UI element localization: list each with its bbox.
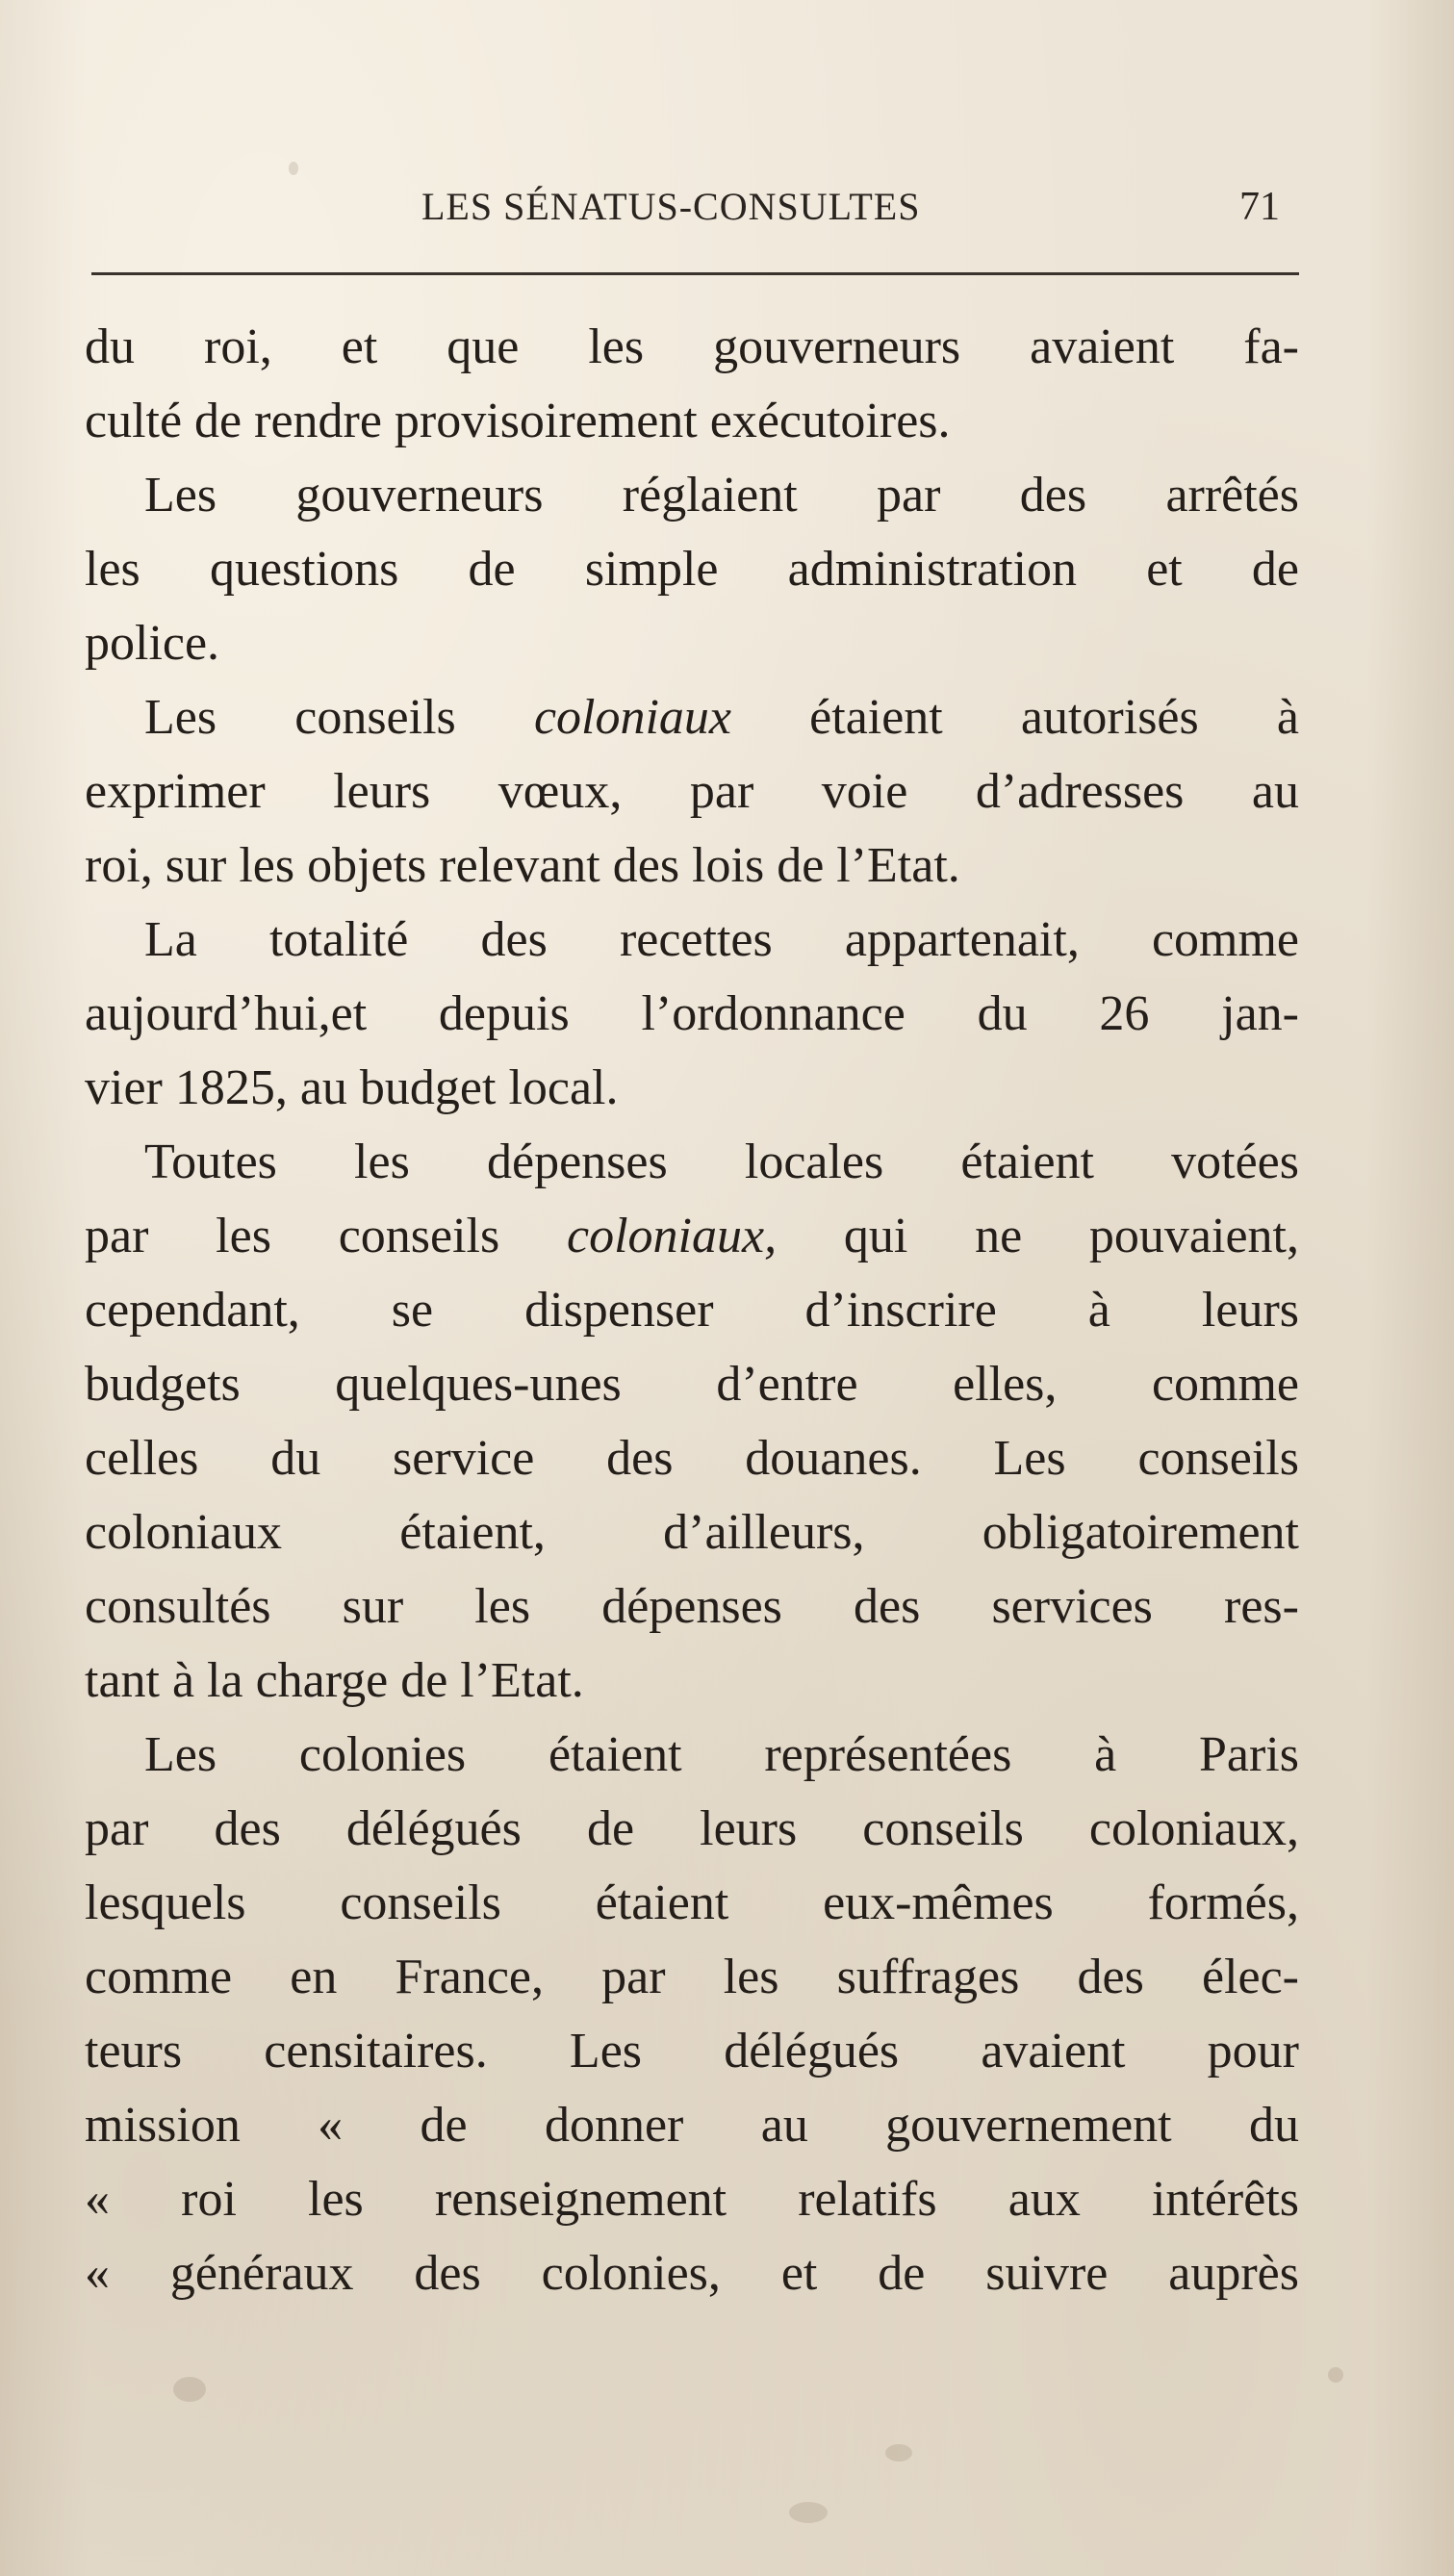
text-run: par les conseils bbox=[85, 1209, 568, 1263]
text-line: « généraux des colonies, et de suivre auprès bbox=[85, 2246, 1299, 2301]
text-line: consultés sur les dépenses des services res- bbox=[85, 1579, 1299, 1634]
paper-speck bbox=[173, 2377, 206, 2402]
text-line: comme en France, par les suffrages des élec- bbox=[85, 1950, 1299, 2004]
text-line: celles du service des douanes. Les conseils bbox=[85, 1431, 1299, 1486]
paper-speck bbox=[789, 2502, 828, 2523]
text-line: aujourd’hui,et depuis l’ordonnance du 26 jan- bbox=[85, 986, 1299, 1041]
italic-word: coloniaux, bbox=[567, 1209, 778, 1263]
text-line: coloniaux étaient, d’ailleurs, obligatoirement bbox=[85, 1505, 1299, 1560]
paper-speck bbox=[289, 162, 298, 175]
page-header bbox=[85, 178, 1299, 236]
header-rule bbox=[91, 272, 1299, 275]
italic-word: coloniaux bbox=[533, 690, 731, 745]
text-line: cependant, se dispenser d’inscrire à leurs bbox=[85, 1283, 1299, 1338]
text-run: qui ne pouvaient, bbox=[777, 1209, 1299, 1263]
text-line bbox=[85, 680, 1299, 754]
paper-speck bbox=[1328, 2367, 1343, 2383]
text-line bbox=[85, 1199, 1299, 1273]
text-line: lesquels conseils étaient eux-mêmes formés, bbox=[85, 1875, 1299, 1930]
text-line: exprimer leurs vœux, par voie d’adresses au bbox=[85, 764, 1299, 819]
text-line: budgets quelques-unes d’entre elles, comme bbox=[85, 1357, 1299, 1412]
running-head: LES SÉNATUS-CONSULTES bbox=[421, 185, 921, 228]
text-run: étaient autorisés à bbox=[731, 690, 1299, 745]
text-line: les questions de simple administration et de bbox=[85, 542, 1299, 597]
text-line: « roi les renseignement relatifs aux intérêts bbox=[85, 2172, 1299, 2227]
paper-speck bbox=[885, 2444, 912, 2461]
text-line: par des délégués de leurs conseils coloniaux, bbox=[85, 1801, 1299, 1856]
text-line: culté de rendre provisoirement exécutoires. bbox=[85, 394, 951, 448]
text-line: La totalité des recettes appartenait, comme bbox=[144, 912, 1299, 967]
text-line: Les gouverneurs réglaient par des arrêtés bbox=[144, 468, 1299, 523]
text-line: tant à la charge de l’Etat. bbox=[85, 1653, 584, 1708]
text-line: roi, sur les objets relevant des lois de l’Etat. bbox=[85, 838, 960, 893]
text-line: du roi, et que les gouverneurs avaient fa- bbox=[85, 319, 1299, 374]
text-run: Les conseils bbox=[144, 690, 534, 745]
page-number: 71 bbox=[1239, 185, 1280, 229]
body-text bbox=[85, 310, 1299, 2310]
text-line: teurs censitaires. Les délégués avaient pour bbox=[85, 2024, 1299, 2079]
text-line: Toutes les dépenses locales étaient votées bbox=[144, 1135, 1299, 1189]
text-line: police. bbox=[85, 616, 220, 671]
text-line: vier 1825, au budget local. bbox=[85, 1060, 619, 1115]
text-line: Les colonies étaient représentées à Paris bbox=[144, 1727, 1299, 1782]
text-line: mission « de donner au gouvernement du bbox=[85, 2098, 1299, 2153]
